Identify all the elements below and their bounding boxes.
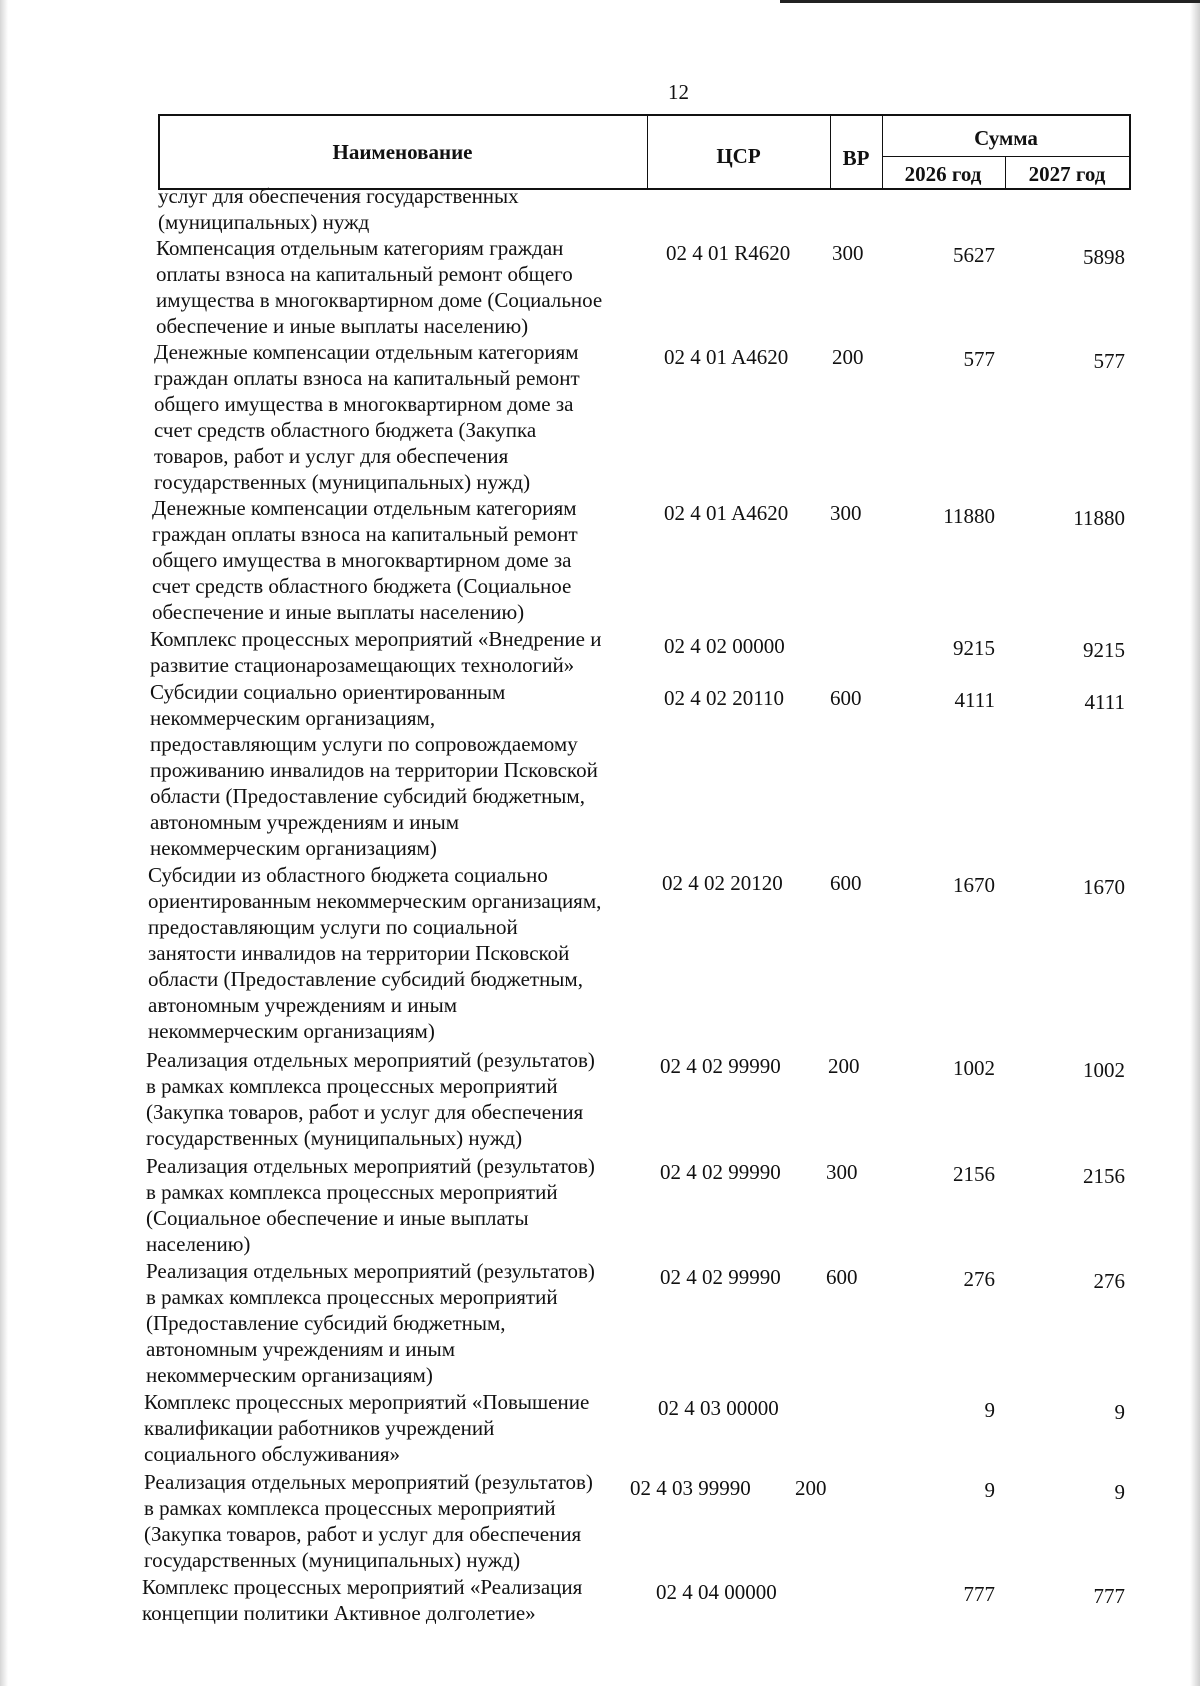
row-sum-2026: 2156: [953, 1162, 995, 1186]
row-csr: 02 4 02 20120: [662, 871, 783, 895]
row-sum-2026: 1670: [953, 873, 995, 897]
row-sum-2027: 9: [1114, 1480, 1125, 1504]
header-sum: Сумма: [974, 126, 1038, 150]
row-sum-2027: 11880: [1073, 506, 1125, 530]
row-vr: 200: [828, 1054, 860, 1078]
row-vr: 300: [832, 241, 864, 265]
row-csr: 02 4 03 99990: [630, 1476, 751, 1500]
row-sum-2026: 4111: [954, 688, 995, 712]
row-sum-2026: 9215: [953, 636, 995, 660]
header-name: Наименование: [332, 140, 473, 164]
row-name: Комплекс процессных мероприятий «Внедрение и развитие стационарозамещающих технологий»: [150, 627, 602, 677]
row-csr: 02 4 04 00000: [656, 1580, 777, 1604]
row-sum-2026: 9: [984, 1398, 995, 1422]
row-name: Компенсация отдельным категориям граждан оплаты взноса на капитальный ремонт общего имущества в многоквартирном доме (Социальное обеспечение и иные выплаты населению): [156, 236, 603, 338]
row-sum-2027: 9215: [1083, 638, 1125, 662]
row-csr: 02 4 02 20110: [664, 686, 784, 710]
row-sum-2026: 9: [984, 1478, 995, 1502]
row-csr: 02 4 01 A4620: [664, 501, 789, 525]
row-vr: 600: [830, 871, 862, 895]
row-name: Денежные компенсации отдельным категориям граждан оплаты взноса на капитальный ремонт общего имущества в многоквартирном доме за счет средств областного бюджета (Закупка товаров, работ и услуг для обеспечения государственных (муниципальных) нужд): [154, 340, 580, 494]
row-name: Реализация отдельных мероприятий (результатов) в рамках комплекса процессных мероприятий (Закупка товаров, работ и услуг для обеспечения государственных (муниципальных) нужд): [146, 1048, 595, 1150]
row-sum-2027: 577: [1093, 349, 1125, 373]
row-vr: 600: [826, 1265, 858, 1289]
row-name: Субсидии социально ориентированным некоммерческим организациям, предоставляющим услуги по сопровождаемому проживанию инвалидов на территории Псковской области (Предоставление субсидий бюджетным, автономным учреждениям и иным некоммерческим организациям): [150, 680, 598, 860]
row-name: Денежные компенсации отдельным категориям граждан оплаты взноса на капитальный ремонт общего имущества в многоквартирном доме за счет средств областного бюджета (Социальное обеспечение и иные выплаты населению): [152, 496, 578, 624]
row-sum-2026: 1002: [953, 1056, 995, 1080]
row-vr: 300: [830, 501, 862, 525]
row-name: Комплекс процессных мероприятий «Повышение квалификации работников учреждений социального обслуживания»: [144, 1390, 590, 1466]
page-number: 12: [668, 80, 689, 104]
row-sum-2026: 5627: [953, 243, 995, 267]
row-vr: 600: [830, 686, 862, 710]
header-year-2026: 2026 год: [904, 162, 982, 186]
row-sum-2026: 276: [963, 1267, 995, 1291]
table-header: [158, 114, 1131, 190]
row-vr: 300: [826, 1160, 858, 1184]
row-sum-2027: 777: [1093, 1584, 1125, 1608]
row-sum-2027: 1002: [1083, 1058, 1125, 1082]
row-vr: 200: [832, 345, 864, 369]
scan-edge-left: [0, 0, 8, 1686]
header-vr: ВР: [842, 146, 870, 170]
row-csr: 02 4 02 99990: [660, 1265, 781, 1289]
row-name: Субсидии из областного бюджета социально ориентированным некоммерческим организациям, предоставляющим услуги по социальной занятости инвалидов на территории Псковской области (Предоставление субсидий бюджетным, автономным учреждениям и иным некоммерческим организациям): [148, 863, 602, 1043]
row-name: Комплекс процессных мероприятий «Реализация концепции политики Активное долголетие»: [142, 1575, 583, 1625]
row-sum-2027: 276: [1093, 1269, 1125, 1293]
row-sum-2026: 577: [963, 347, 995, 371]
row-sum-2027: 9: [1114, 1400, 1125, 1424]
header-csr: ЦСР: [716, 144, 761, 168]
row-name: Реализация отдельных мероприятий (результатов) в рамках комплекса процессных мероприятий (Социальное обеспечение и иные выплаты населению): [146, 1154, 595, 1256]
row-sum-2026: 777: [963, 1582, 995, 1606]
row-sum-2026: 11880: [943, 504, 995, 528]
scan-edge-top: [780, 0, 1200, 3]
scan-edge-right: [1190, 0, 1200, 1686]
row-vr: 200: [795, 1476, 827, 1500]
row-csr: 02 4 01 A4620: [664, 345, 789, 369]
row-name: Реализация отдельных мероприятий (результатов) в рамках комплекса процессных мероприятий (Закупка товаров, работ и услуг для обеспечения государственных (муниципальных) нужд): [144, 1470, 593, 1572]
row-csr: 02 4 02 99990: [660, 1160, 781, 1184]
header-year-2027: 2027 год: [1028, 162, 1106, 186]
row-name: Реализация отдельных мероприятий (результатов) в рамках комплекса процессных мероприятий (Предоставление субсидий бюджетным, автономным учреждениям и иным некоммерческим организациям): [146, 1259, 595, 1387]
row-name: услуг для обеспечения государственных (муниципальных) нужд: [158, 184, 519, 234]
row-csr: 02 4 02 00000: [664, 634, 785, 658]
row-sum-2027: 4111: [1084, 690, 1125, 714]
row-csr: 02 4 01 R4620: [666, 241, 791, 265]
row-sum-2027: 1670: [1083, 875, 1125, 899]
row-sum-2027: 2156: [1083, 1164, 1125, 1188]
row-sum-2027: 5898: [1083, 245, 1125, 269]
row-csr: 02 4 02 99990: [660, 1054, 781, 1078]
row-csr: 02 4 03 00000: [658, 1396, 779, 1420]
